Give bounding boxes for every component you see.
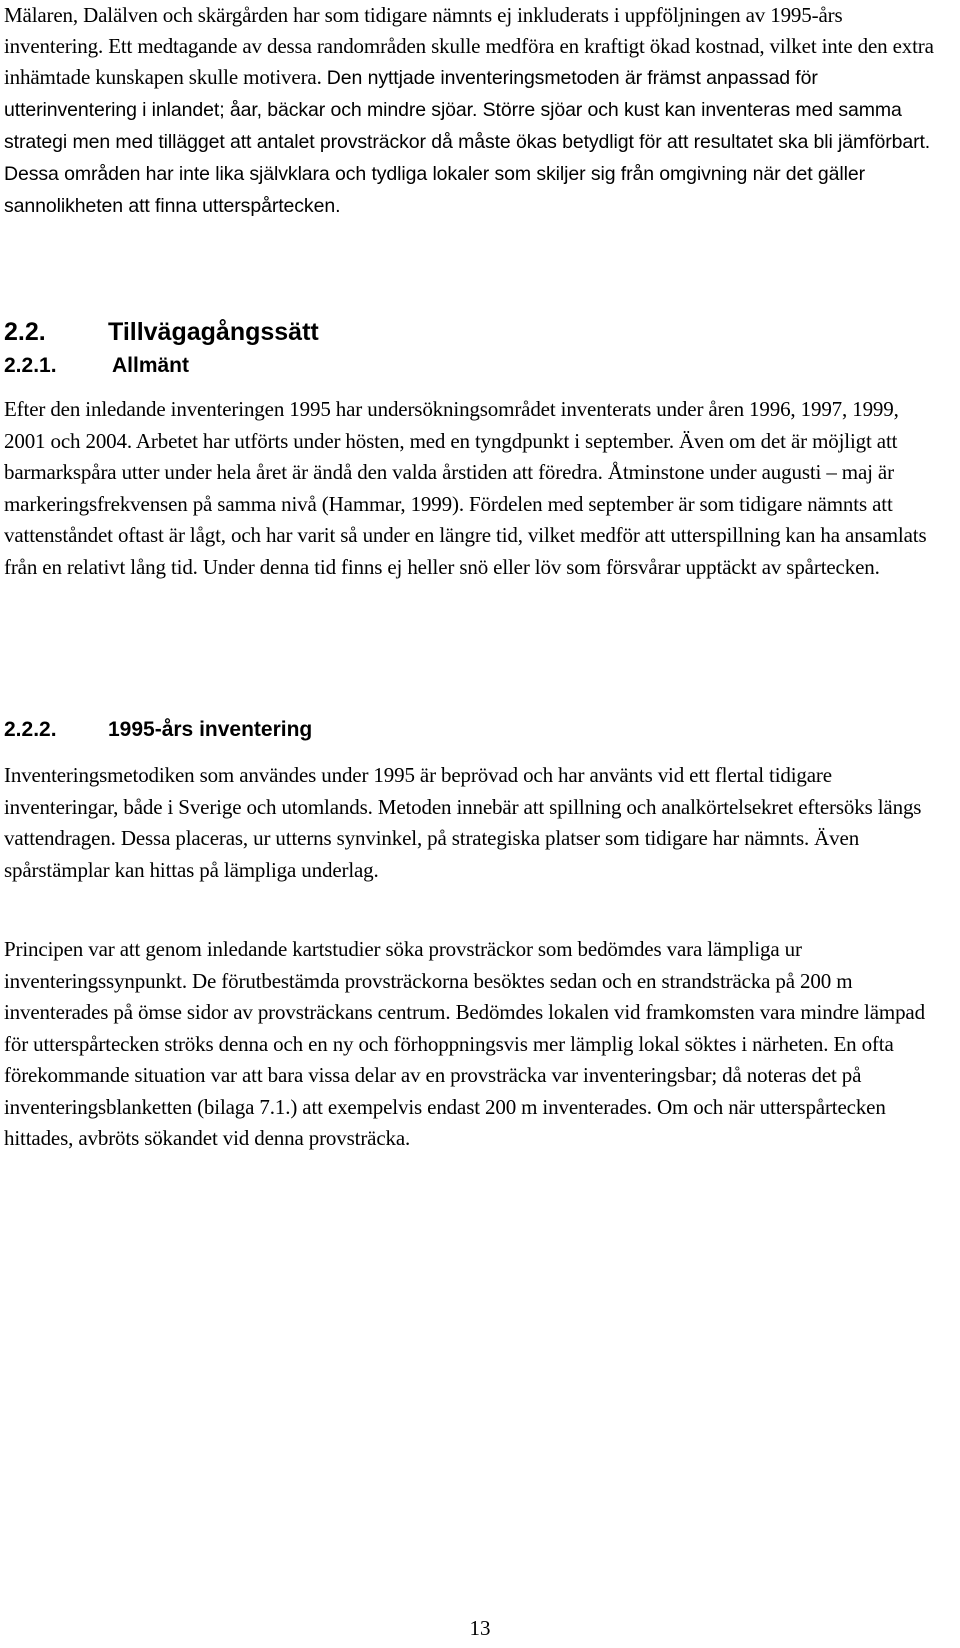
subsection-title: Allmänt xyxy=(112,354,190,377)
page-number: 13 xyxy=(469,1616,491,1640)
subsection-number: 2.2.2. xyxy=(4,718,57,741)
intro-paragraph-sans-text: Den nyttjade inventeringsmetoden är främst anpassad för utterinventering i inlandet; åar, bäckar och mindre sjöar. Större sjöar och kust kan inventeras med samma strategi men med tillägget att antalet provsträckor då måste ökas betydligt för att resultatet ska bli jämförbart. Dessa områden har inte lika självklara och tydliga lokaler som skiljer sig från omgivning när det gäller sannolikheten att finna utterspårtecken. xyxy=(4,67,931,217)
intro-paragraph-serif-text: Mälaren, Dalälven och skärgården har som tidigare nämnts ej inkluderats i uppföljningen av 1995-års inventering. Ett medtagande av dessa randområden skulle medföra en kraftigt ökad kostnad, vilket inte den extra inhämtade kunskapen skulle motivera. xyxy=(4,3,934,89)
subsection-heading-2-2-2 xyxy=(4,718,312,742)
paragraph-allmant: Efter den inledande inventeringen 1995 har undersökningsområdet inventerats under åren 1996, 1997, 1999, 2001 och 2004. Arbetet har utförts under hösten, med en tyngdpunkt i september. Även om det är möjligt att barmarkspåra utter under hela året är ändå den valda årstiden att föredra. Åtminstone under augusti – maj är markeringsfrekvensen på samma nivå (Hammar, 1999). Fördelen med september är som tidigare nämnts att vattenståndet oftast är lågt, och har varit så under en längre tid, vilket medför att utterspillning kan ha ansamlats från en relativt lång tid. Under denna tid finns ej heller snö eller löv som försvårar upptäckt av spårtecken. xyxy=(4,397,927,579)
paragraph-principle: Principen var att genom inledande kartstudier söka provsträckor som bedömdes vara lämpliga ur inventeringssynpunkt. De förutbestämda provsträckorna besöktes sedan och en strandsträcka på 200 m inventerades på ömse sidor av provsträckans centrum. Bedömdes lokalen vid framkomsten vara mindre lämpad för utterspårtecken ströks denna och en ny och förhoppningsvis mer lämplig lokal söktes i närheten. En ofta förekommande situation var att bara vissa delar av en provsträcka var inventeringsbar; då noteras det på inventeringsblanketten (bilaga 7.1.) att exempelvis endast 200 m inventerades. Om och när utterspårtecken hittades, avbröts sökandet vid denna provsträcka. xyxy=(4,937,925,1150)
subsection-heading-2-2-1 xyxy=(4,354,189,378)
intro-paragraph xyxy=(4,0,940,222)
section-heading-2-2 xyxy=(4,318,319,347)
paragraph-methodology: Inventeringsmetodiken som användes under 1995 är beprövad och har använts vid ett flertal tidigare inventeringar, både i Sverige och utomlands. Metoden innebär att spillning och analkörtelsekret eftersöks längs vattendragen. Dessa placeras, ur utterns synvinkel, på strategiska platser som tidigare har nämnts. Även spårstämplar kan hittas på lämpliga underlag. xyxy=(4,763,922,882)
subsection-number: 2.2.1. xyxy=(4,354,57,377)
section-title: Tillvägagångssätt xyxy=(108,318,319,346)
section-number: 2.2. xyxy=(4,318,46,346)
subsection-title: 1995-års inventering xyxy=(108,718,313,741)
